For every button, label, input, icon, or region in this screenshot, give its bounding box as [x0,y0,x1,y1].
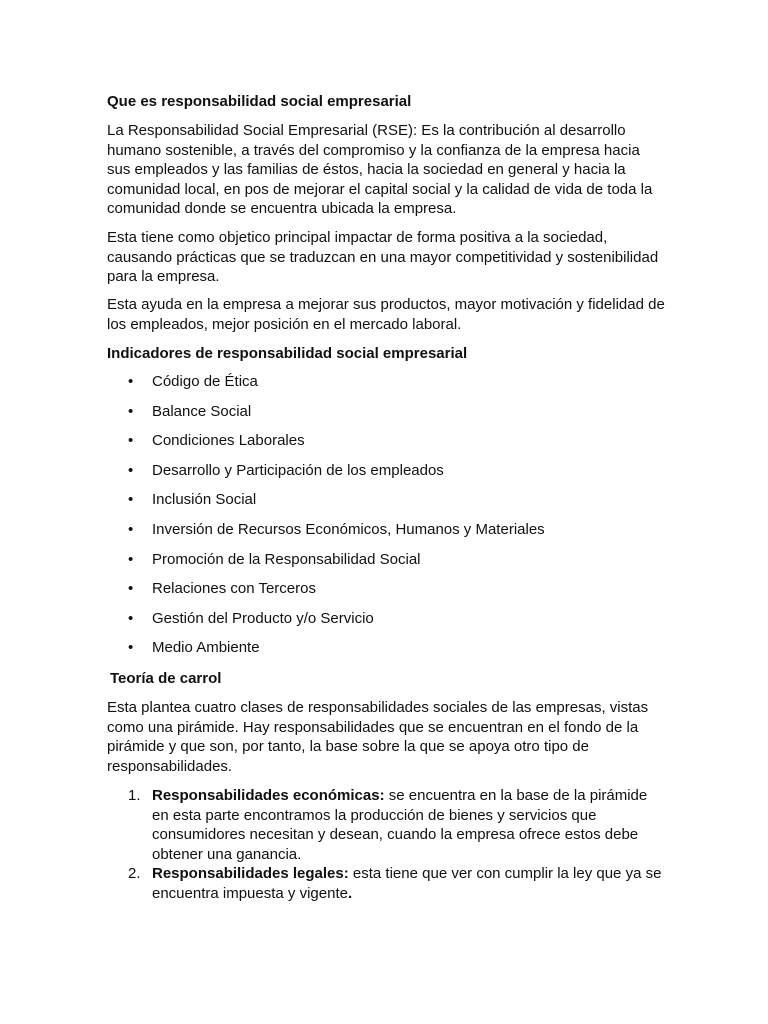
list-item [107,864,667,903]
responsabilidades-list [107,786,667,903]
list-item: • Desarrollo y Participación de los empleados [128,461,444,479]
heading-teoria-carrol: Teoría de carrol [110,670,222,687]
list-item: • Inversión de Recursos Económicos, Humanos y Materiales [128,520,545,538]
heading-indicadores: Indicadores de responsabilidad social empresarial [107,345,468,362]
bullet-icon: • [128,550,134,568]
bullet-icon: • [128,609,134,627]
bullet-icon: • [128,520,134,538]
bullet-icon: • [128,639,134,657]
list-item [107,786,667,864]
paragraph-rse-benefits: Esta ayuda en la empresa a mejorar sus productos, mayor motivación y fidelidad de los empleados, mejor posición en el mercado laboral. [107,296,665,333]
list-item: • Balance Social [128,402,252,420]
bullet-icon: • [128,402,134,420]
term-economicas: Responsabilidades económicas: [152,787,385,804]
bullet-icon: • [128,432,134,450]
list-item: • Promoción de la Responsabilidad Social [128,550,421,568]
period-legales: . [347,884,353,902]
heading-rse: Que es responsabilidad social empresarial [107,93,412,110]
term-legales: Responsabilidades legales: [152,865,349,882]
bullet-icon: • [128,491,134,509]
list-item: • Relaciones con Terceros [128,580,316,598]
bullet-icon: • [128,461,134,479]
list-number: 1. [128,787,141,804]
paragraph-rse-definition: La Responsabilidad Social Empresarial (RSE): Es la contribución al desarrollo humano sostenible, a través del compromiso y la confianza de la empresa hacia sus empleados y las familias de éstos, hacia la sociedad en general y hacia la comunidad local, en pos de mejorar el capital social y la calidad de vida de toda la comunidad donde se encuentra ubicada la empresa. [107,122,653,217]
definition-economicas: se encuentra en la base de la pirámide en esta parte encontramos la producción de bienes y servicios que consumidores necesitan y desean, cuando la empresa ofrece estos debe obtener una ganancia. [152,787,648,863]
list-item: • Gestión del Producto y/o Servicio [128,609,374,627]
paragraph-rse-objective: Esta tiene como objetico principal impactar de forma positiva a la sociedad, causando prácticas que se traduzcan en una mayor competitividad y sostenibilidad para la empresa. [107,229,659,285]
indicadores-list [107,372,545,668]
list-item: • Inclusión Social [128,491,257,509]
list-item: • Condiciones Laborales [128,432,305,450]
list-number: 2. [128,865,141,882]
list-item: • Código de Ética [128,373,258,390]
bullet-icon: • [128,373,134,390]
list-item: • Medio Ambiente [128,639,260,657]
definition-legales: esta tiene que ver con cumplir la ley que ya se encuentra impuesta y vigente [152,865,662,902]
bullet-icon: • [128,580,134,598]
paragraph-carrol: Esta plantea cuatro clases de responsabilidades sociales de las empresas, vistas como una pirámide. Hay responsabilidades que se encuentran en el fondo de la pirámide y que son, por tanto, la base sobre la que se apoya otro tipo de responsabilidades. [107,699,649,775]
